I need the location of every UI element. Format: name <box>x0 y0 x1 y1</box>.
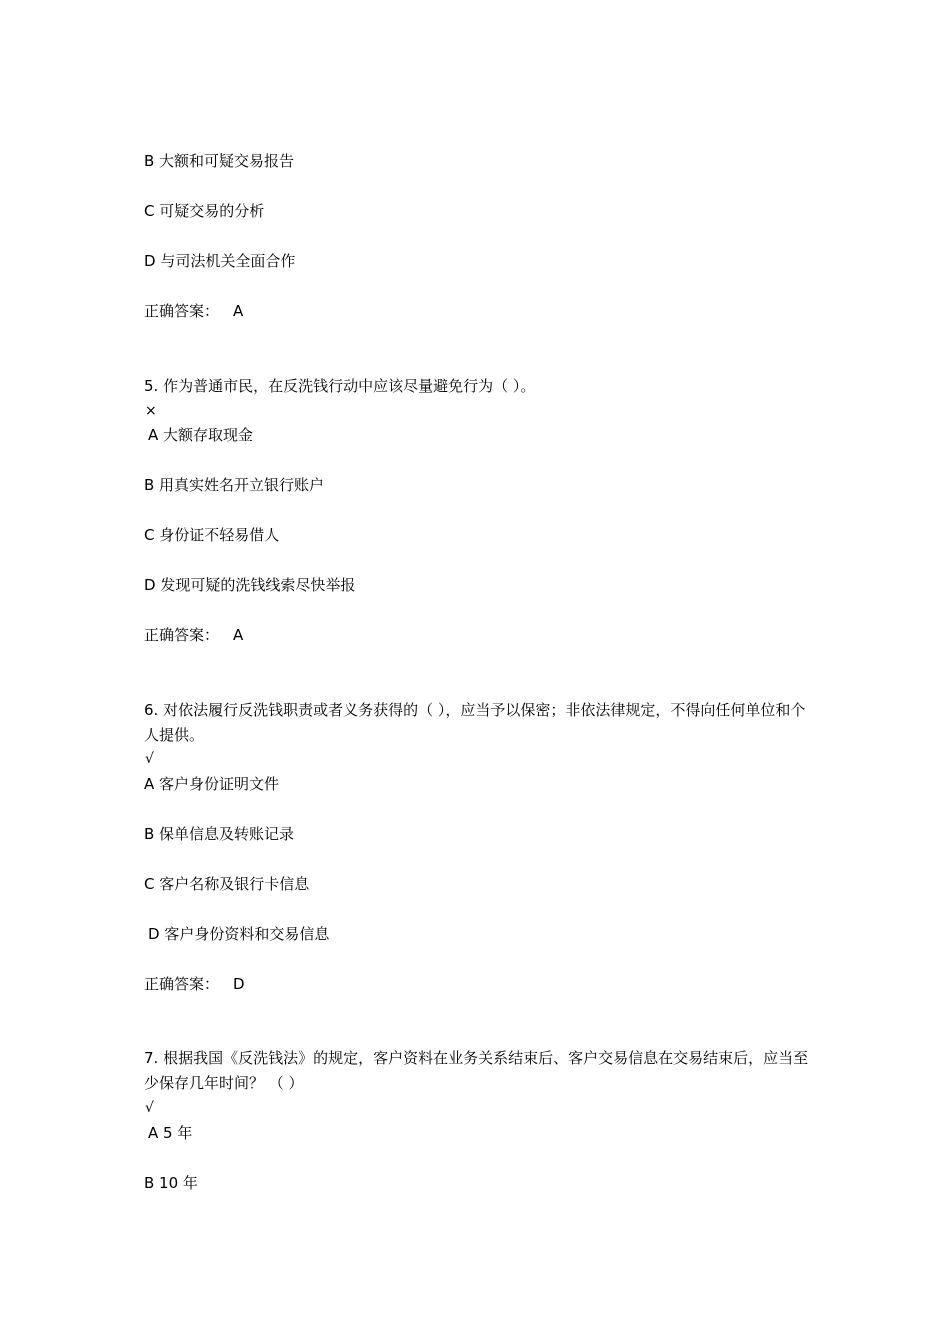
q5-option-c: C 身份证不轻易借人 <box>144 526 280 544</box>
q6-answer <box>144 972 814 997</box>
q7-question: 7. 根据我国《反洗钱法》的规定，客户资料在业务关系结束后、客户交易信息在交易结束后，应当至少保存几年时间？ （ ） <box>144 1049 809 1092</box>
q4-option-c: C 可疑交易的分析 <box>144 202 265 220</box>
q5-option-b: B 用真实姓名开立银行账户 <box>144 476 325 494</box>
q7-option-a: A 5 年 <box>148 1124 193 1142</box>
q6-option-b: B 保单信息及转账记录 <box>144 825 295 843</box>
q5-question: 5. 作为普通市民，在反洗钱行动中应该尽量避免行为（ ）。 <box>144 377 536 395</box>
q5-answer-value: A <box>233 626 244 644</box>
q7-result-mark: √ <box>145 1100 154 1116</box>
q4-answer-label: 正确答案： <box>144 302 220 320</box>
q5-option-d: D 发现可疑的洗钱线索尽快举报 <box>144 576 356 594</box>
q6-answer-value: D <box>233 975 245 993</box>
q6-option-d: D 客户身份资料和交易信息 <box>148 925 330 943</box>
q5-answer <box>144 623 814 648</box>
q5-result-mark: × <box>145 403 157 419</box>
q4-option-d: D 与司法机关全面合作 <box>144 252 296 270</box>
q6-answer-label: 正确答案： <box>144 975 220 993</box>
q5-option-a: A 大额存取现金 <box>148 426 254 444</box>
q4-option-b: B 大额和可疑交易报告 <box>144 152 295 170</box>
q6-option-a: A 客户身份证明文件 <box>144 775 280 793</box>
q6-option-c: C 客户名称及银行卡信息 <box>144 875 310 893</box>
q6-question: 6. 对依法履行反洗钱职责或者义务获得的（ ），应当予以保密；非依法律规定，不得向任何单位和个人提供。 <box>144 701 806 744</box>
q6-result-mark: √ <box>145 751 154 767</box>
q7-option-b: B 10 年 <box>144 1174 198 1192</box>
q4-answer <box>144 299 814 324</box>
q4-answer-value: A <box>233 302 244 320</box>
q5-answer-label: 正确答案： <box>144 626 220 644</box>
